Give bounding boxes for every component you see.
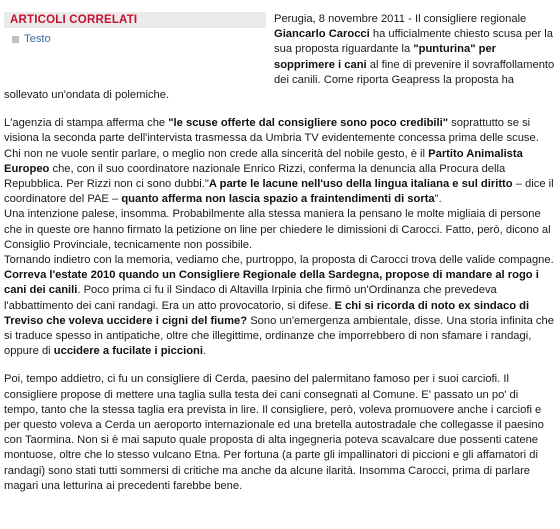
bold-text-run: Correva l'estate 2010 quando un Consigliere Regionale della Sardegna, propose di mandare al rogo i cani dei canili: [4, 269, 539, 297]
bold-text-run: E chi si ricorda di noto ex sindaco di Treviso che voleva uccidere i cigni del fiume?: [4, 299, 530, 327]
text-run: . Poco prima ci fu il Sindaco di Altavilla Irpinia che firmò un'Ordinanza che prevedeva l'abbattimento dei cani randagi. Era un atto provocatorio, si difese.: [4, 284, 497, 312]
text-run: ".: [434, 193, 442, 206]
article-body: [4, 12, 555, 494]
text-run: Una intenzione palese, insomma. Probabilmente alla stessa maniera la pensano le molte migliaia di persone che in queste ore hanno firmato la petizione on line per chiedere le dimissioni di Carocci. Fatto, però, dicono al Consiglio Provinciale, tecnicamente non possibile.: [4, 208, 551, 251]
text-run: – dice il coordinatore del PAE –: [4, 178, 554, 206]
text-run: che, con il suo coordinatore nazionale Enrico Rizzi, conferma la denuncia alla Procura della Repubblica. Per Rizzi non ci sono dubbi.": [4, 162, 506, 191]
article-paragraph-4: [4, 253, 555, 359]
bold-text-run: uccidere a fucilate i piccioni: [53, 345, 203, 358]
bold-text-run: quanto afferma non lascia spazio a fraintendimenti di sorta: [121, 193, 435, 206]
text-run: Poi, tempo addietro, ci fu un consigliere di Cerda, paesino del palermitano famoso per i suoi carciofi. Il consigliere propose di mettere una taglia sulla testa dei cani consegnati al Comune. E' passato un po' di tempo, tanto che la stessa taglia era prevista in lire. Il consigliere, però, voleva promuovere anche i carciofi e per questo voleva a Cerda un aeroporto internazionale ed una bretella autostradale che collegasse il paesino con Taormina. Non si è mai saputo quale proposta di alta ingegneria poteva scavalcare due possenti catene montuose, oltre che lo stesso vulcano Etna. Per fortuna (a parte gli impallinatori di piccioni e gli affamatori di randagi) sono stati tutti sommersi di critiche ma anche da alcune ilarità. Insomma Carocci, prima di parlare magari una letturina ai precedenti farebbe bene.: [4, 373, 544, 492]
article-paragraph-3: [4, 207, 555, 253]
related-article-link-label[interactable]: Testo: [24, 33, 51, 45]
text-run: Tornando indietro con la memoria, vediamo che, purtroppo, la proposta di Carocci trova delle valide compagne.: [4, 254, 554, 267]
text-run: .: [202, 345, 207, 358]
article-paragraph-2: [4, 116, 555, 207]
text-run: ha ufficialmente chiesto scusa per la sua proposta riguardante la: [274, 28, 554, 56]
text-run: L'agenzia di stampa afferma che: [4, 117, 169, 130]
bold-text-run: "le scuse offerte dal consigliere sono poco credibili": [168, 117, 449, 130]
bold-text-run: A parte le lacune nell'uso della lingua italiana e sul diritto: [208, 178, 513, 191]
bold-text-run: "punturina" per sopprimere i cani: [274, 43, 497, 71]
related-articles-title: ARTICOLI CORRELATI: [4, 12, 266, 28]
bold-text-run: Giancarlo Carocci: [274, 28, 370, 41]
text-run: Perugia, 8 novembre 2011 - Il consigliere regionale: [274, 13, 527, 25]
text-run: al fine di prevenire il sovraffollamento dei canili. Come riporta Geapress la proposta ha sollevato un'ondata di polemiche.: [4, 58, 555, 102]
article-paragraph-5: [4, 372, 555, 494]
bold-text-run: Partito Animalista Europeo: [4, 147, 523, 175]
text-run: Sono un'emergenza ambientale, disse. Una storia infinita che si traduce spesso in antipatiche, oltre che illegittime, ordinanze che imporrebbero di non sfamare i randagi, oppure di: [4, 314, 554, 358]
text-run: soprattutto se si visiona la seconda parte dell'intervista trasmessa da Umbria TV evidentemente concessa prima delle scuse. Chi non ne vuole sentir parlare, o meglio non crede alla sincerità del nobile gesto, è il: [4, 117, 539, 160]
